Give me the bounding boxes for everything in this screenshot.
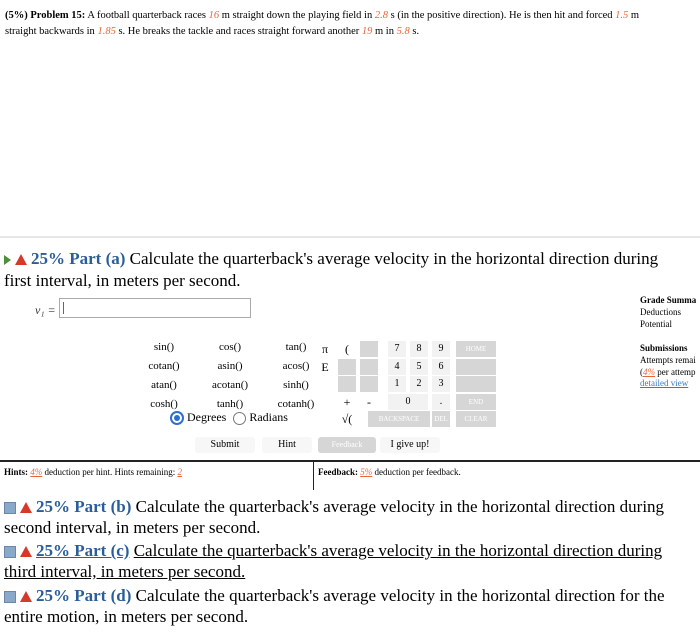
given-time-1: 2.8 <box>374 10 388 21</box>
expand-play-icon[interactable] <box>4 255 11 265</box>
warning-icon <box>20 546 32 557</box>
plus-button[interactable]: + <box>343 395 351 409</box>
feedback-info: Feedback: 5% deduction per feedback. <box>318 467 461 477</box>
key-5[interactable]: 5 <box>410 359 428 375</box>
minus-button[interactable]: - <box>367 395 371 409</box>
key-1[interactable]: 1 <box>388 376 406 392</box>
tanh-button[interactable]: tanh() <box>216 398 244 410</box>
key-2[interactable]: 2 <box>410 376 428 392</box>
part-d-question-cont: entire motion, in meters per second. <box>4 607 249 626</box>
part-c-question: Calculate the quarterback's average velocity in the horizontal direction during <box>133 541 663 560</box>
key-7[interactable]: 7 <box>388 341 406 357</box>
give-up-button[interactable]: I give up! <box>380 437 440 453</box>
part-b-header[interactable] <box>4 496 664 518</box>
answer-input[interactable] <box>59 298 251 318</box>
problem-number: (5%) Problem 15: <box>5 10 86 21</box>
acotan-button[interactable]: acotan() <box>211 379 249 391</box>
e-button[interactable]: E <box>321 360 329 374</box>
warning-icon <box>20 591 32 602</box>
home-button[interactable]: HOME <box>456 341 496 357</box>
delete-button[interactable]: DEL <box>432 411 450 427</box>
asin-button[interactable]: asin() <box>217 360 243 372</box>
submit-button[interactable]: Submit <box>195 437 255 453</box>
degrees-radio[interactable] <box>170 411 184 425</box>
key-0[interactable]: 0 <box>388 394 428 410</box>
collapse-icon[interactable] <box>4 502 16 514</box>
part-a-header[interactable] <box>4 248 658 270</box>
sinh-button[interactable]: sinh() <box>283 379 309 391</box>
key-6[interactable]: 6 <box>432 359 450 375</box>
clear-button[interactable]: CLEAR <box>456 411 496 427</box>
key-4[interactable]: 4 <box>388 359 406 375</box>
part-d-question: Calculate the quarterback's average velocity in the horizontal direction for the <box>135 586 665 605</box>
collapse-icon[interactable] <box>4 591 16 603</box>
function-panel <box>134 341 344 421</box>
part-a-question-cont: first interval, in meters per second. <box>4 271 241 290</box>
collapse-icon[interactable] <box>4 546 16 558</box>
bar-divider <box>313 462 314 490</box>
degrees-label: Degrees <box>187 410 227 424</box>
times-button[interactable] <box>360 376 378 392</box>
grade-potential: Potential <box>640 319 672 329</box>
part-c-question-cont: third interval, in meters per second. <box>4 562 246 581</box>
attempts-remaining: Attempts remai <box>640 355 696 365</box>
left-arrow-button[interactable] <box>456 359 496 375</box>
part-c-header[interactable] <box>4 540 662 562</box>
cotanh-button[interactable]: cotanh() <box>277 398 315 410</box>
problem-statement: (5%) Problem 15: A football quarterback races 16 m straight down the playing field in 2.8 s (in the positive direction). He is then hit and forced 1.5 m straight backwards in 1.85 s. He breaks the tackle and races straight forward another 19 m in 5.8 s. <box>5 10 640 37</box>
close-paren-button[interactable] <box>360 341 378 357</box>
pi-button[interactable]: π <box>321 342 329 356</box>
cos-button[interactable]: cos() <box>219 341 241 353</box>
key-3[interactable]: 3 <box>432 376 450 392</box>
section-divider <box>0 236 700 238</box>
part-b-question: Calculate the quarterback's average velocity in the horizontal direction during <box>135 497 665 516</box>
radians-radio[interactable] <box>233 412 246 425</box>
right-arrow-button[interactable] <box>456 376 496 392</box>
grade-summary-title: Grade Summa <box>640 295 697 305</box>
end-button[interactable]: END <box>456 394 496 410</box>
text-caret <box>63 302 64 314</box>
sin-button[interactable]: sin() <box>153 341 175 353</box>
part-a-question: Calculate the quarterback's average velocity in the horizontal direction during <box>129 249 659 268</box>
grade-deductions: Deductions <box>640 307 681 317</box>
tan-button[interactable]: tan() <box>285 341 307 353</box>
warning-icon <box>15 254 27 265</box>
open-paren-button[interactable]: ( <box>345 342 349 356</box>
warning-icon <box>20 502 32 513</box>
detailed-view-link[interactable]: detailed view <box>640 378 689 388</box>
hints-feedback-bar <box>0 460 700 490</box>
atan-button[interactable]: atan() <box>151 379 177 391</box>
submissions-title: Submissions <box>640 343 688 353</box>
key-dot[interactable]: . <box>432 394 450 410</box>
part-c-title: 25% Part (c) <box>36 541 130 560</box>
sqrt-button[interactable]: √( <box>341 412 353 426</box>
given-distance-2: 1.5 <box>615 10 629 21</box>
part-d-title: 25% Part (d) <box>36 586 132 605</box>
cosh-button[interactable]: cosh() <box>150 398 178 410</box>
cotan-button[interactable]: cotan() <box>148 360 180 372</box>
given-distance-1: 16 <box>208 10 220 21</box>
part-d-header[interactable] <box>4 585 665 607</box>
angle-mode <box>170 410 288 425</box>
divide-button[interactable] <box>338 376 356 392</box>
key-8[interactable]: 8 <box>410 341 428 357</box>
part-a-title: 25% Part (a) <box>31 249 126 268</box>
given-time-2: 1.85 <box>97 26 116 37</box>
part-b-title: 25% Part (b) <box>36 497 132 516</box>
given-time-3: 5.8 <box>396 26 410 37</box>
hints-remaining: 2 <box>177 467 182 477</box>
radians-label: Radians <box>249 410 288 424</box>
power-button[interactable] <box>360 359 378 375</box>
feedback-button[interactable]: Feedback <box>318 437 376 453</box>
per-attempt: (4% per attemp <box>640 367 696 377</box>
hint-button[interactable]: Hint <box>262 437 312 453</box>
part-b-question-cont: second interval, in meters per second. <box>4 518 261 537</box>
key-9[interactable]: 9 <box>432 341 450 357</box>
given-distance-3: 19 <box>361 26 373 37</box>
hints-info: Hints: 4% deduction per hint. Hints remaining: 2 <box>4 467 182 477</box>
answer-variable-label: v₁ = <box>35 303 56 317</box>
multiply-button[interactable] <box>338 359 356 375</box>
backspace-button[interactable]: BACKSPACE <box>368 411 430 427</box>
acos-button[interactable]: acos() <box>282 360 310 372</box>
